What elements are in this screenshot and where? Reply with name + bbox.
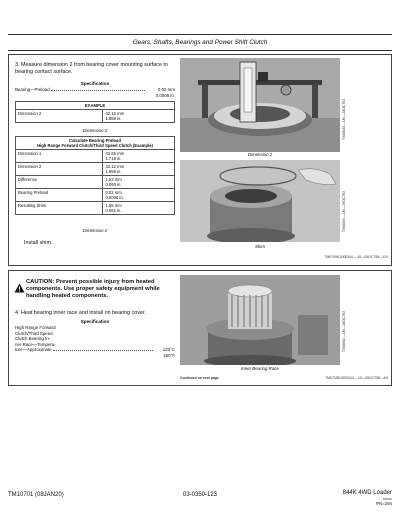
preload-table-caption: Dimension 2 [82, 228, 108, 233]
preload-row-label: Bearing Preload [16, 189, 103, 202]
preload-row-value: 1.53 mm 0.060 in. [103, 176, 175, 189]
page-header-title: Gears, Shafts, Bearings and Power Shift Clutch [132, 39, 268, 46]
spec-label: Bearing—Preload [15, 87, 50, 92]
header-rule-bottom [8, 50, 392, 51]
preload-row-value: 0.02 mm 0.0008 in. [103, 189, 175, 202]
spec-bearing-preload-row [15, 87, 175, 92]
preload-row-value: 42.12 mm 1.659 in. [103, 163, 175, 176]
measurement-tool-illustration [180, 58, 340, 152]
bearing-race-illustration [180, 275, 340, 365]
footer-page-number: 03-0350-123 [182, 492, 218, 498]
example-row-value: 42.12 mm 1.659 in. [103, 110, 175, 123]
photo-dimension-2 [180, 58, 340, 152]
spec-temp-c: 120°C [162, 347, 175, 352]
photo-shim [180, 160, 340, 242]
continued-note: Continued on next page [180, 376, 219, 380]
section-2-ref-code: TM67098,0000344 —19—05OCT98—4/5 [325, 376, 388, 380]
example-row-label: Dimension 2 [16, 110, 103, 123]
spec-title-2: Specification [80, 319, 110, 324]
spec-temperature-label: High Range Forward Clutch/Third Speed Clutch Bearing In- ner Race—Tempera- ture—Approximate [15, 325, 56, 353]
install-shim-text: Install shim. [24, 240, 53, 246]
example-table-header: EXAMPLE [16, 102, 175, 110]
preload-table [15, 136, 175, 215]
photo-inner-bearing-race [180, 275, 340, 365]
shim-illustration [180, 160, 340, 242]
footer-model: 844K 4WD Loader [342, 490, 392, 496]
preload-row-label: Resulting Shim [16, 202, 103, 215]
preload-row-label: Dimension 1 [16, 150, 103, 163]
preload-row-label: Difference [16, 176, 103, 189]
footer-date-code: 080920 [382, 497, 392, 501]
photo-dimension-2-code: TX68843 —UN—28OCT92 [342, 98, 346, 140]
example-table-caption: Dimension 2 [82, 128, 108, 133]
spec-value-mm: 0.02 mm [157, 87, 175, 92]
header-rule-top [8, 34, 392, 35]
footer-manual-number: TM10701 (08JAN20) [8, 492, 64, 498]
preload-row-label: Dimension 2 [16, 163, 103, 176]
photo-shim-caption: Shim [254, 244, 265, 249]
preload-row-value: 1.55 mm 0.061 in. [103, 202, 175, 215]
preload-row-value: 43.65 mm 1.718 in. [103, 150, 175, 163]
step-4-text: 4. Heat bearing inner race and install on bearing cover. [15, 310, 146, 316]
photo-bearing-race-code: TX68862 —UN—28OCT92 [342, 310, 346, 352]
photo-bearing-race-caption: Inner Bearing Race [241, 366, 279, 371]
footer-pn: PN=294 [376, 501, 392, 506]
warning-triangle-icon [14, 280, 25, 298]
preload-table-header: Calculate Bearing Preload High Range Forward Clutch/Third Speed Clutch (Example) [16, 137, 175, 150]
step-3-text: 3. Measure dimension 2 from bearing cover mounting surface to bearing contact surface. [15, 62, 168, 75]
example-table [15, 101, 175, 123]
section-1-ref-code: TM67098,0000344 —19—05OCT98—X/X [324, 255, 388, 259]
photo-shim-code: TX68854 —UN—29OCT92 [342, 190, 346, 232]
spec-value-in: 0.0008 in. [155, 93, 175, 98]
photo-dimension-2-caption: Dimension 2 [247, 152, 273, 157]
spec-temp-f: 250°F [163, 353, 175, 358]
caution-text: CAUTION: Prevent possible injury from heated components. Use proper safety equipment while handling heated components. [26, 279, 160, 299]
spec-title: Specification [80, 81, 110, 86]
